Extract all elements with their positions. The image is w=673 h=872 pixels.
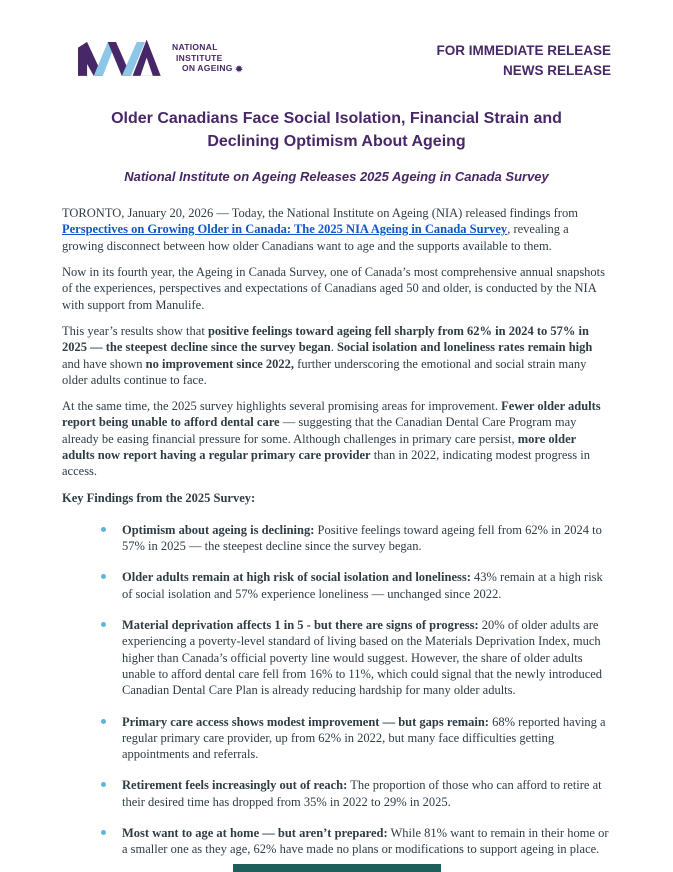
bullet-dot-icon (101, 719, 106, 724)
paragraph-results-summary: This year’s results show that positive feelings toward ageing fell sharply from 62% in 2024 to 57% in 2025 — the steepest decline since the survey began. Social isolation and loneliness rates remain high and have shown no improvement since 2022, further underscoring the emotional and social strain many older adults continue to face. (62, 323, 593, 387)
key-findings-heading: Key Findings from the 2025 Survey: (62, 490, 256, 505)
list-item-text: Primary care access shows modest improvement — but gaps remain: 68% reported having a regular primary care provider, up from 62% in 2022, but many face difficulties getting appointments and referrals. (122, 714, 606, 762)
list-item-text: Most want to age at home — but aren’t prepared: While 81% want to remain in their home or a smaller one as they age, 62% have made no plans or modifications to support ageing in place. (122, 826, 609, 857)
key-findings-list (62, 522, 611, 858)
page-title: Older Canadians Face Social Isolation, Financial Strain and Declining Optimism About Ageing (111, 110, 562, 151)
nia-logo-wordmark (172, 36, 243, 74)
maple-leaf-icon (235, 65, 243, 73)
paragraph-survey-background: Now in its fourth year, the Ageing in Canada Survey, one of Canada’s most comprehensive annual snapshots of the experiences, perspectives and expectations of Canadians aged 50 and older, is conducted by the NIA with support from Manulife. (62, 265, 606, 312)
list-item (62, 617, 611, 698)
bullet-dot-icon (101, 782, 106, 787)
release-banner (436, 36, 611, 80)
logo-line-institute: INSTITUTE (176, 52, 223, 63)
page-subtitle: National Institute on Ageing Releases 2025 Ageing in Canada Survey (124, 169, 549, 185)
paragraph-improvements: At the same time, the 2025 survey highlights several promising areas for improvement. Fewer older adults report being unable to afford dental care — suggesting that the Canadian Dental Care Program may already be easing financial pressure for some. Although challenges in primary care persist, more older adults now report having a regular primary care provider than in 2022, indicating modest progress in access. (62, 399, 601, 479)
nia-logo (78, 36, 243, 76)
article-body (62, 205, 611, 858)
list-item (62, 569, 611, 602)
list-item-text: Optimism about ageing is declining: Positive feelings toward ageing fell from 62% in 2024 to 57% in 2025 — the steepest decline since the survey began. (122, 522, 602, 554)
bullet-dot-icon (101, 574, 106, 579)
logo-line-national: NATIONAL (172, 42, 218, 52)
list-item (62, 777, 611, 810)
survey-report-link[interactable]: Perspectives on Growing Older in Canada: The 2025 NIA Ageing in Canada Survey (62, 222, 508, 237)
list-item (62, 825, 611, 858)
bullet-dot-icon (101, 830, 106, 835)
list-item (62, 714, 611, 763)
page-header (0, 0, 673, 80)
list-item-text: Older adults remain at high risk of social isolation and loneliness: 43% remain at a high risk of social isolation and 57% experience loneliness — unchanged since 2022. (122, 570, 603, 601)
list-item-text: Material deprivation affects 1 in 5 - but there are signs of progress: 20% of older adults are experiencing a poverty-level standard of living based on the Materials Deprivation Index, much higher than Canada’s official poverty line would suggest. However, the share of older adults unable to afford dental care fell from 16% to 11%, which could signal that the newly introduced Canadian Dental Care Plan is already reducing hardship for many older adults. (122, 618, 603, 698)
release-line-1: FOR IMMEDIATE RELEASE (436, 43, 611, 58)
release-line-2: NEWS RELEASE (502, 62, 611, 78)
list-item (62, 522, 611, 555)
list-item-text: Retirement feels increasingly out of reach: The proportion of those who can afford to retire at their desired time has dropped from 35% in 2022 to 29% in 2025. (122, 778, 602, 809)
bullet-dot-icon (101, 527, 106, 532)
nia-logo-icon (78, 36, 164, 76)
bullet-dot-icon (101, 622, 106, 627)
logo-line-on-ageing: ON AGEING (182, 63, 243, 74)
footer-bar (233, 864, 441, 872)
paragraph-dateline: TORONTO, January 20, 2026 — Today, the National Institute on Ageing (NIA) released findings from Perspectives on Growing Older in Canada: The 2025 NIA Ageing in Canada Survey, revealing a growing disconnect between how older Canadians want to age and the supports available to them. (62, 206, 578, 253)
